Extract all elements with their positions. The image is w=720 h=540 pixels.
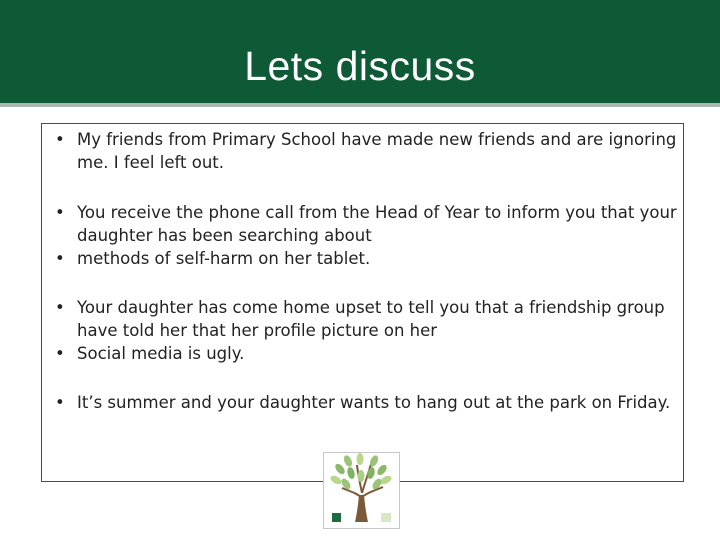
bullet-item: • It’s summer and your daughter wants to hang out at the park on Friday. [50,391,680,414]
bullet-item: • Social media is ugly. [50,342,680,365]
slide-title: Lets discuss [244,43,476,89]
bullet-item: • You receive the phone call from the Head of Year to inform you that your daughter has been searching about [50,201,680,247]
tree-logo-icon [323,452,400,529]
bullet-item: • My friends from Primary School have made new friends and are ignoring me. I feel left out. [50,128,680,174]
bullet-list [50,128,680,414]
bullet-item: • Your daughter has come home upset to tell you that a friendship group have told her that her profile picture on her [50,296,680,342]
slide-header [0,0,720,107]
bullet-item: • methods of self-harm on her tablet. [50,247,680,270]
tree-logo-graphic [324,453,399,528]
